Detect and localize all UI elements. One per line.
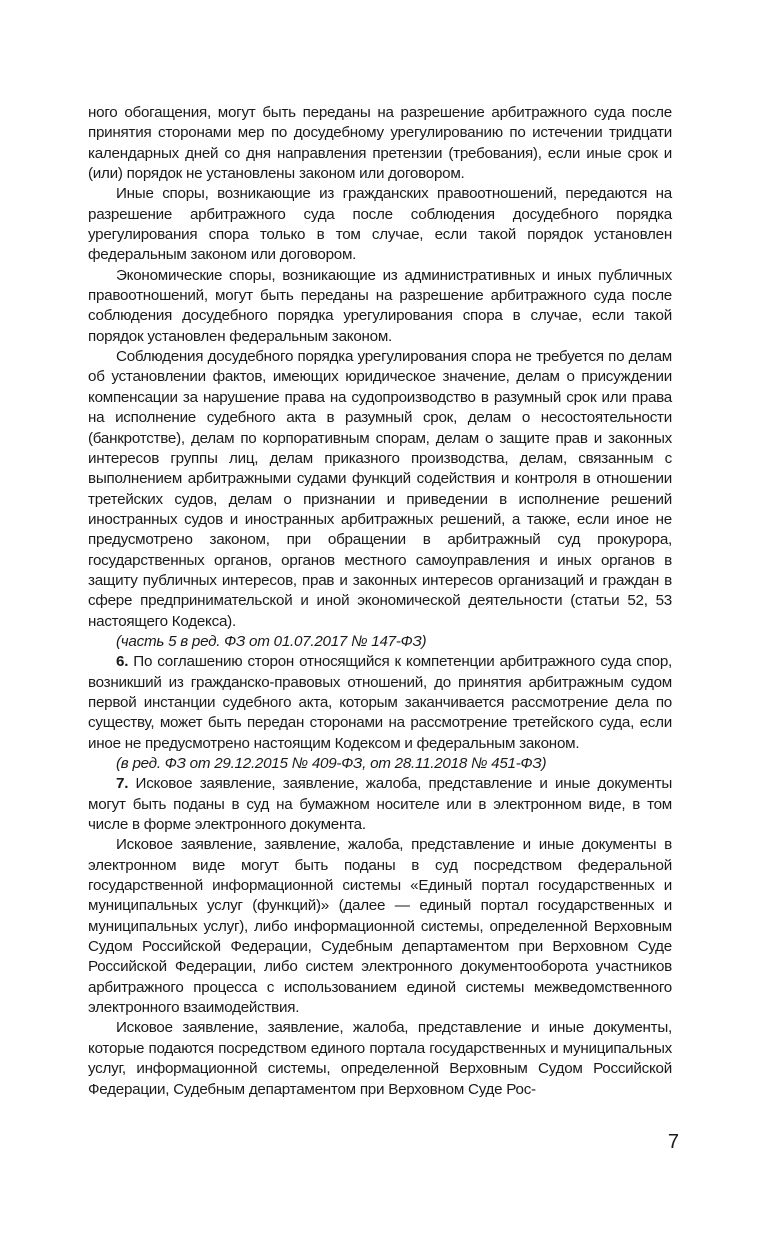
paragraph-continuation: ного обогащения, могут быть переданы на разрешение арбитражного суда после принятия сторонами мер по досудебному урегулированию по истечении тридцати календарных дней со дня направления претензии (требования), если иные срок и (или) порядок не установлены законом или договором. (88, 104, 672, 183)
paragraph-electronic-filing: Исковое заявление, заявление, жалоба, представление и иные документы в электронном виде могут быть поданы в суд посредством федеральной государственной информационной системы «Единый портал государственных и муниципальных услуг (функций)» (далее — единый портал государственных и муниципальных услуг), либо информационной системы, определенной Верховным Судом Российской Федерации, Судебным департаментом при Верховном Суде Российской Федерации, либо систем электронного документооборота участников арбитражного процесса с использованием единой системы межведомственного электронного взаимодействия. (88, 836, 672, 1017)
paragraph-pretrial-exemptions: Соблюдения досудебного порядка урегулирования спора не требуется по делам об установлении фактов, имеющих юридическое значение, делам о присуждении компенсации за нарушение права на судопроизводство в разумный срок или права на исполнение судебного акта в разумный срок, делам о несостоятельности (банкротстве), делам по корпоративным спорам, делам о защите прав и законных интересов группы лиц, делам приказного производства, делам, связанным с выполнением арбитражными судами функций содействия и контроля в отношении третейских судов, делам о признании и приведении в исполнение решений иностранных судов и иностранных арбитражных решений, а также, если иное не предусмотрено законом, при обращении в арбитражный суд прокурора, государственных органов, органов местного самоуправления и иных органов в защиту публичных интересов, прав и законных интересов организаций и граждан в сфере предпринимательской и иной экономической деятельности (статьи 52, 53 настоящего Кодекса). (88, 348, 672, 630)
page-text-body (88, 103, 672, 1100)
page-number: 7 (667, 1131, 679, 1153)
clause-number-6: 6. (116, 653, 129, 671)
clause-7-text: Исковое заявление, заявление, жалоба, представление и иные документы могут быть поданы в суд на бумажном носителе или в электронном виде, в том числе в форме электронного документа. (88, 775, 672, 834)
clause-number-7: 7. (116, 775, 129, 793)
paragraph-portal-filing: Исковое заявление, заявление, жалоба, представление и иные документы, которые подаются посредством единого портала государственных и муниципальных услуг, информационной системы, определенной Верховным Судом Российской Федерации, Судебным департаментом при Верховном Суде Рос- (88, 1019, 672, 1098)
amendment-note-clause6: (в ред. ФЗ от 29.12.2015 № 409-ФЗ, от 28.11.2018 № 451-ФЗ) (116, 755, 547, 772)
clause-6 (88, 652, 672, 754)
paragraph-economic-disputes: Экономические споры, возникающие из административных и иных публичных правоотношений, могут быть переданы на разрешение арбитражного суда после соблюдения досудебного порядка урегулирования спора в случае, если такой порядок установлен федеральным законом. (88, 266, 672, 345)
paragraph-other-disputes: Иные споры, возникающие из гражданских правоотношений, передаются на разрешение арбитражного суда после соблюдения досудебного порядка урегулирования спора только в том случае, если такой порядок установлен федеральным законом или договором. (88, 185, 672, 264)
amendment-note-part5: (часть 5 в ред. ФЗ от 01.07.2017 № 147-ФЗ) (116, 632, 427, 650)
clause-6-text: По соглашению сторон относящийся к компетенции арбитражного суда спор, возникший из гражданско-правовых отношений, до принятия арбитражным судом первой инстанции судебного акта, которым заканчивается рассмотрение дела по существу, может быть передан сторонами на рассмотрение третейского суда, если иное не предусмотрено настоящим Кодексом и федеральным законом. (88, 653, 672, 752)
clause-7 (88, 774, 672, 835)
